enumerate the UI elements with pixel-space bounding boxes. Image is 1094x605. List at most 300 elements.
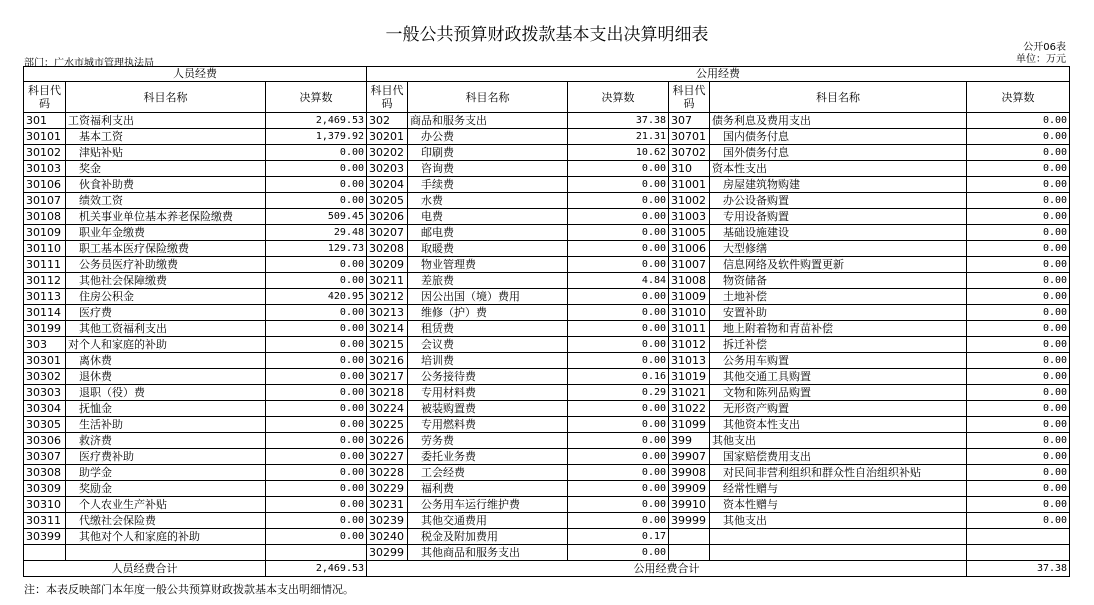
subject-code-cell: 30217	[367, 369, 408, 385]
public-total-label: 公用经费合计	[367, 561, 967, 577]
footnote: 注：本表反映部门本年度一般公共预算财政拨款基本支出明细情况。	[24, 583, 354, 596]
col-header-amount: 决算数	[967, 82, 1070, 113]
amount-cell: 0.00	[568, 177, 669, 193]
subject-code-cell: 30227	[367, 449, 408, 465]
subject-name-cell: 公务用车运行维护费	[408, 497, 568, 513]
subject-code-cell: 31008	[669, 273, 710, 289]
section-header-row	[24, 67, 1070, 82]
col-header-code: 科目代码	[367, 82, 408, 113]
subject-name-cell: 债务利息及费用支出	[710, 113, 967, 129]
subject-code-cell: 30302	[24, 369, 66, 385]
subject-name-cell: 公务用车购置	[710, 353, 967, 369]
subject-name-cell: 土地补偿	[710, 289, 967, 305]
table-row	[24, 241, 1070, 257]
subject-code-cell: 30102	[24, 145, 66, 161]
expenditure-table	[23, 66, 1070, 577]
subject-code-cell: 30101	[24, 129, 66, 145]
amount-cell: 0.00	[967, 145, 1070, 161]
subject-name-cell: 其他社会保障缴费	[66, 273, 266, 289]
amount-cell: 0.00	[266, 513, 367, 529]
amount-cell: 0.00	[266, 481, 367, 497]
subject-name-cell: 其他支出	[710, 513, 967, 529]
amount-cell: 0.00	[266, 385, 367, 401]
table-row	[24, 401, 1070, 417]
subject-code-cell: 31007	[669, 257, 710, 273]
subject-name-cell: 会议费	[408, 337, 568, 353]
amount-cell: 0.00	[266, 337, 367, 353]
subject-name-cell: 专用设备购置	[710, 209, 967, 225]
amount-cell: 0.00	[266, 529, 367, 545]
subject-name-cell: 国外债务付息	[710, 145, 967, 161]
amount-cell: 0.00	[967, 497, 1070, 513]
subject-name-cell: 公务员医疗补助缴费	[66, 257, 266, 273]
subject-name-cell: 奖励金	[66, 481, 266, 497]
table-row	[24, 225, 1070, 241]
subject-code-cell: 30110	[24, 241, 66, 257]
subject-name-cell: 个人农业生产补贴	[66, 497, 266, 513]
subject-code-cell: 30106	[24, 177, 66, 193]
subject-name-cell: 基础设施建设	[710, 225, 967, 241]
amount-cell: 0.00	[967, 369, 1070, 385]
subject-code-cell: 30111	[24, 257, 66, 273]
subject-code-cell: 30218	[367, 385, 408, 401]
subject-code-cell: 30305	[24, 417, 66, 433]
amount-cell: 0.00	[568, 305, 669, 321]
subject-code-cell: 30208	[367, 241, 408, 257]
subject-name-cell	[66, 545, 266, 561]
department-label: 部门：广水市城市管理执法局	[24, 58, 154, 69]
subject-name-cell: 办公费	[408, 129, 568, 145]
amount-cell: 0.00	[266, 369, 367, 385]
subject-code-cell: 30214	[367, 321, 408, 337]
amount-cell: 0.00	[568, 337, 669, 353]
amount-cell	[967, 529, 1070, 545]
amount-cell: 0.00	[568, 465, 669, 481]
subject-name-cell: 机关事业单位基本养老保险缴费	[66, 209, 266, 225]
public-total-value: 37.38	[967, 561, 1070, 577]
personnel-total-label: 人员经费合计	[24, 561, 266, 577]
amount-cell: 0.00	[967, 129, 1070, 145]
subject-name-cell: 维修（护）费	[408, 305, 568, 321]
amount-cell: 0.00	[568, 433, 669, 449]
amount-cell: 0.00	[266, 273, 367, 289]
subject-name-cell: 培训费	[408, 353, 568, 369]
subject-name-cell: 其他交通工具购置	[710, 369, 967, 385]
subject-code-cell: 30201	[367, 129, 408, 145]
subject-name-cell: 税金及附加费用	[408, 529, 568, 545]
amount-cell: 0.00	[266, 401, 367, 417]
subject-name-cell: 工资福利支出	[66, 113, 266, 129]
amount-cell: 0.00	[266, 449, 367, 465]
subject-name-cell: 取暖费	[408, 241, 568, 257]
subject-code-cell: 30211	[367, 273, 408, 289]
subject-name-cell: 咨询费	[408, 161, 568, 177]
subject-code-cell: 30224	[367, 401, 408, 417]
subject-code-cell: 31011	[669, 321, 710, 337]
amount-cell: 0.00	[568, 209, 669, 225]
subject-code-cell	[669, 529, 710, 545]
amount-cell: 0.00	[967, 193, 1070, 209]
subject-name-cell: 手续费	[408, 177, 568, 193]
amount-cell: 4.84	[568, 273, 669, 289]
amount-cell: 0.00	[568, 513, 669, 529]
subject-name-cell: 办公设备购置	[710, 193, 967, 209]
amount-cell: 1,379.92	[266, 129, 367, 145]
subject-code-cell: 30231	[367, 497, 408, 513]
amount-cell: 0.00	[967, 225, 1070, 241]
amount-cell: 0.00	[967, 433, 1070, 449]
subject-code-cell: 31099	[669, 417, 710, 433]
page-title: 一般公共预算财政拨款基本支出决算明细表	[385, 25, 709, 45]
subject-name-cell: 无形资产购置	[710, 401, 967, 417]
subject-name-cell: 国内债务付息	[710, 129, 967, 145]
section-personnel: 人员经费	[24, 67, 367, 82]
subject-name-cell: 职工基本医疗保险缴费	[66, 241, 266, 257]
subject-code-cell: 302	[367, 113, 408, 129]
table-row	[24, 289, 1070, 305]
subject-name-cell: 租赁费	[408, 321, 568, 337]
amount-cell: 0.00	[967, 289, 1070, 305]
subject-name-cell	[710, 545, 967, 561]
subject-name-cell: 离休费	[66, 353, 266, 369]
subject-code-cell: 31005	[669, 225, 710, 241]
amount-cell	[967, 545, 1070, 561]
subject-name-cell: 文物和陈列品购置	[710, 385, 967, 401]
unit-label: 单位：万元	[1016, 54, 1066, 65]
table-row	[24, 209, 1070, 225]
amount-cell: 0.00	[967, 449, 1070, 465]
amount-cell: 420.95	[266, 289, 367, 305]
table-row	[24, 465, 1070, 481]
table-row	[24, 145, 1070, 161]
subject-name-cell: 差旅费	[408, 273, 568, 289]
subject-name-cell: 国家赔偿费用支出	[710, 449, 967, 465]
subject-code-cell: 31022	[669, 401, 710, 417]
subject-code-cell: 30299	[367, 545, 408, 561]
subject-code-cell: 31003	[669, 209, 710, 225]
subject-code-cell: 310	[669, 161, 710, 177]
amount-cell: 0.29	[568, 385, 669, 401]
col-header-amount: 决算数	[266, 82, 367, 113]
subject-code-cell: 30204	[367, 177, 408, 193]
subject-code-cell: 30307	[24, 449, 66, 465]
col-header-code: 科目代码	[669, 82, 710, 113]
subject-code-cell: 30311	[24, 513, 66, 529]
subject-code-cell: 39908	[669, 465, 710, 481]
amount-cell: 129.73	[266, 241, 367, 257]
subject-code-cell: 30303	[24, 385, 66, 401]
totals-row	[24, 561, 1070, 577]
subject-code-cell: 30308	[24, 465, 66, 481]
table-row	[24, 481, 1070, 497]
subject-name-cell: 医疗费补助	[66, 449, 266, 465]
subject-name-cell: 伙食补助费	[66, 177, 266, 193]
amount-cell: 0.00	[266, 433, 367, 449]
amount-cell: 2,469.53	[266, 113, 367, 129]
subject-name-cell: 资本性赠与	[710, 497, 967, 513]
subject-name-cell: 公务接待费	[408, 369, 568, 385]
subject-code-cell: 30114	[24, 305, 66, 321]
subject-name-cell: 奖金	[66, 161, 266, 177]
amount-cell: 0.17	[568, 529, 669, 545]
subject-code-cell: 30215	[367, 337, 408, 353]
table-row	[24, 305, 1070, 321]
table-row	[24, 113, 1070, 129]
subject-code-cell: 39909	[669, 481, 710, 497]
subject-name-cell: 被装购置费	[408, 401, 568, 417]
amount-cell: 29.48	[266, 225, 367, 241]
table-row	[24, 545, 1070, 561]
table-row	[24, 497, 1070, 513]
subject-code-cell: 31009	[669, 289, 710, 305]
amount-cell: 0.00	[967, 337, 1070, 353]
amount-cell: 0.00	[266, 417, 367, 433]
subject-name-cell: 其他支出	[710, 433, 967, 449]
subject-name-cell: 邮电费	[408, 225, 568, 241]
subject-code-cell: 31002	[669, 193, 710, 209]
subject-code-cell: 31001	[669, 177, 710, 193]
subject-name-cell: 基本工资	[66, 129, 266, 145]
subject-code-cell: 399	[669, 433, 710, 449]
amount-cell: 37.38	[568, 113, 669, 129]
subject-name-cell: 对民间非营利组织和群众性自治组织补贴	[710, 465, 967, 481]
subject-name-cell: 其他商品和服务支出	[408, 545, 568, 561]
subject-code-cell: 30212	[367, 289, 408, 305]
amount-cell: 0.00	[266, 145, 367, 161]
table-row	[24, 513, 1070, 529]
subject-code-cell: 30306	[24, 433, 66, 449]
amount-cell: 0.00	[967, 273, 1070, 289]
subject-code-cell: 30310	[24, 497, 66, 513]
subject-code-cell: 30240	[367, 529, 408, 545]
subject-name-cell: 劳务费	[408, 433, 568, 449]
subject-name-cell: 工会经费	[408, 465, 568, 481]
amount-cell: 21.31	[568, 129, 669, 145]
amount-cell: 0.00	[967, 161, 1070, 177]
subject-name-cell: 专用燃料费	[408, 417, 568, 433]
table-row	[24, 529, 1070, 545]
table-row	[24, 433, 1070, 449]
amount-cell: 0.00	[967, 401, 1070, 417]
subject-name-cell: 委托业务费	[408, 449, 568, 465]
table-row	[24, 369, 1070, 385]
subject-code-cell: 30702	[669, 145, 710, 161]
subject-code-cell: 30207	[367, 225, 408, 241]
subject-code-cell: 30225	[367, 417, 408, 433]
form-meta	[1016, 42, 1066, 66]
table-row	[24, 129, 1070, 145]
amount-cell: 0.00	[568, 417, 669, 433]
col-header-code: 科目代码	[24, 82, 66, 113]
subject-name-cell: 其他交通费用	[408, 513, 568, 529]
amount-cell: 509.45	[266, 209, 367, 225]
amount-cell: 0.00	[568, 257, 669, 273]
subject-name-cell: 印刷费	[408, 145, 568, 161]
subject-code-cell: 30239	[367, 513, 408, 529]
subject-name-cell: 救济费	[66, 433, 266, 449]
subject-code-cell: 30108	[24, 209, 66, 225]
section-public: 公用经费	[367, 67, 1070, 82]
table-row	[24, 385, 1070, 401]
subject-name-cell: 因公出国（境）费用	[408, 289, 568, 305]
subject-name-cell: 对个人和家庭的补助	[66, 337, 266, 353]
amount-cell: 0.00	[266, 465, 367, 481]
subject-name-cell: 其他资本性支出	[710, 417, 967, 433]
subject-name-cell: 信息网络及软件购置更新	[710, 257, 967, 273]
amount-cell: 0.00	[266, 321, 367, 337]
personnel-total-value: 2,469.53	[266, 561, 367, 577]
amount-cell: 0.00	[967, 113, 1070, 129]
subject-name-cell: 绩效工资	[66, 193, 266, 209]
subject-code-cell: 30399	[24, 529, 66, 545]
subject-name-cell: 助学金	[66, 465, 266, 481]
amount-cell: 0.00	[568, 497, 669, 513]
subject-code-cell: 30203	[367, 161, 408, 177]
subject-name-cell: 资本性支出	[710, 161, 967, 177]
subject-code-cell: 30701	[669, 129, 710, 145]
subject-code-cell: 39999	[669, 513, 710, 529]
table-row	[24, 273, 1070, 289]
table-row	[24, 161, 1070, 177]
subject-code-cell: 30206	[367, 209, 408, 225]
subject-code-cell: 31006	[669, 241, 710, 257]
subject-code-cell: 303	[24, 337, 66, 353]
amount-cell: 0.16	[568, 369, 669, 385]
subject-name-cell: 生活补助	[66, 417, 266, 433]
amount-cell: 10.62	[568, 145, 669, 161]
amount-cell: 0.00	[967, 321, 1070, 337]
amount-cell: 0.00	[967, 241, 1070, 257]
amount-cell: 0.00	[568, 353, 669, 369]
subject-code-cell: 301	[24, 113, 66, 129]
subject-name-cell: 退职（役）费	[66, 385, 266, 401]
amount-cell: 0.00	[568, 401, 669, 417]
subject-code-cell: 30199	[24, 321, 66, 337]
subject-code-cell: 31021	[669, 385, 710, 401]
amount-cell: 0.00	[266, 161, 367, 177]
subject-name-cell: 房屋建筑物购建	[710, 177, 967, 193]
amount-cell: 0.00	[568, 481, 669, 497]
subject-name-cell: 医疗费	[66, 305, 266, 321]
amount-cell: 0.00	[967, 177, 1070, 193]
subject-code-cell: 30107	[24, 193, 66, 209]
col-header-amount: 决算数	[568, 82, 669, 113]
amount-cell: 0.00	[266, 257, 367, 273]
subject-code-cell: 30109	[24, 225, 66, 241]
subject-code-cell: 30228	[367, 465, 408, 481]
subject-name-cell: 大型修缮	[710, 241, 967, 257]
subject-name-cell: 商品和服务支出	[408, 113, 568, 129]
table-row	[24, 193, 1070, 209]
subject-name-cell: 电费	[408, 209, 568, 225]
subject-name-cell: 地上附着物和青苗补偿	[710, 321, 967, 337]
form-code: 公开06表	[1023, 42, 1066, 53]
amount-cell	[266, 545, 367, 561]
col-header-name: 科目名称	[710, 82, 967, 113]
table-row	[24, 449, 1070, 465]
subject-name-cell: 安置补助	[710, 305, 967, 321]
amount-cell: 0.00	[967, 353, 1070, 369]
amount-cell: 0.00	[266, 497, 367, 513]
subject-code-cell: 39910	[669, 497, 710, 513]
subject-name-cell: 经常性赠与	[710, 481, 967, 497]
subject-name-cell: 退休费	[66, 369, 266, 385]
amount-cell: 0.00	[568, 241, 669, 257]
subject-code-cell: 30301	[24, 353, 66, 369]
subject-name-cell: 物业管理费	[408, 257, 568, 273]
subject-code-cell: 30309	[24, 481, 66, 497]
amount-cell: 0.00	[967, 481, 1070, 497]
subject-code-cell: 30103	[24, 161, 66, 177]
subject-code-cell: 30304	[24, 401, 66, 417]
amount-cell: 0.00	[967, 417, 1070, 433]
subject-code-cell: 30216	[367, 353, 408, 369]
table-row	[24, 177, 1070, 193]
subject-code-cell: 30205	[367, 193, 408, 209]
subject-code-cell	[669, 545, 710, 561]
subject-name-cell	[710, 529, 967, 545]
column-header-row	[24, 82, 1070, 113]
subject-name-cell: 水费	[408, 193, 568, 209]
amount-cell: 0.00	[266, 193, 367, 209]
subject-code-cell: 31013	[669, 353, 710, 369]
subject-code-cell: 30229	[367, 481, 408, 497]
subject-name-cell: 其他对个人和家庭的补助	[66, 529, 266, 545]
subject-code-cell: 31019	[669, 369, 710, 385]
subject-name-cell: 其他工资福利支出	[66, 321, 266, 337]
table-row	[24, 353, 1070, 369]
subject-code-cell: 31010	[669, 305, 710, 321]
table-row	[24, 321, 1070, 337]
amount-cell: 0.00	[967, 209, 1070, 225]
subject-code-cell: 30113	[24, 289, 66, 305]
amount-cell: 0.00	[568, 225, 669, 241]
amount-cell: 0.00	[967, 465, 1070, 481]
table-row	[24, 337, 1070, 353]
amount-cell: 0.00	[568, 193, 669, 209]
subject-name-cell: 物资储备	[710, 273, 967, 289]
subject-code-cell: 30213	[367, 305, 408, 321]
amount-cell: 0.00	[568, 321, 669, 337]
amount-cell: 0.00	[568, 545, 669, 561]
subject-code-cell: 39907	[669, 449, 710, 465]
subject-code-cell: 307	[669, 113, 710, 129]
subject-name-cell: 抚恤金	[66, 401, 266, 417]
subject-name-cell: 专用材料费	[408, 385, 568, 401]
amount-cell: 0.00	[967, 385, 1070, 401]
amount-cell: 0.00	[568, 449, 669, 465]
subject-code-cell: 30112	[24, 273, 66, 289]
amount-cell: 0.00	[568, 161, 669, 177]
table-row	[24, 417, 1070, 433]
amount-cell: 0.00	[967, 305, 1070, 321]
amount-cell: 0.00	[568, 289, 669, 305]
subject-name-cell: 职业年金缴费	[66, 225, 266, 241]
subject-code-cell: 31012	[669, 337, 710, 353]
table-row	[24, 257, 1070, 273]
subject-code-cell: 30209	[367, 257, 408, 273]
subject-code-cell: 30226	[367, 433, 408, 449]
subject-name-cell: 拆迁补偿	[710, 337, 967, 353]
amount-cell: 0.00	[266, 353, 367, 369]
amount-cell: 0.00	[967, 257, 1070, 273]
col-header-name: 科目名称	[408, 82, 568, 113]
subject-name-cell: 津贴补贴	[66, 145, 266, 161]
col-header-name: 科目名称	[66, 82, 266, 113]
amount-cell: 0.00	[266, 305, 367, 321]
amount-cell: 0.00	[266, 177, 367, 193]
amount-cell: 0.00	[967, 513, 1070, 529]
